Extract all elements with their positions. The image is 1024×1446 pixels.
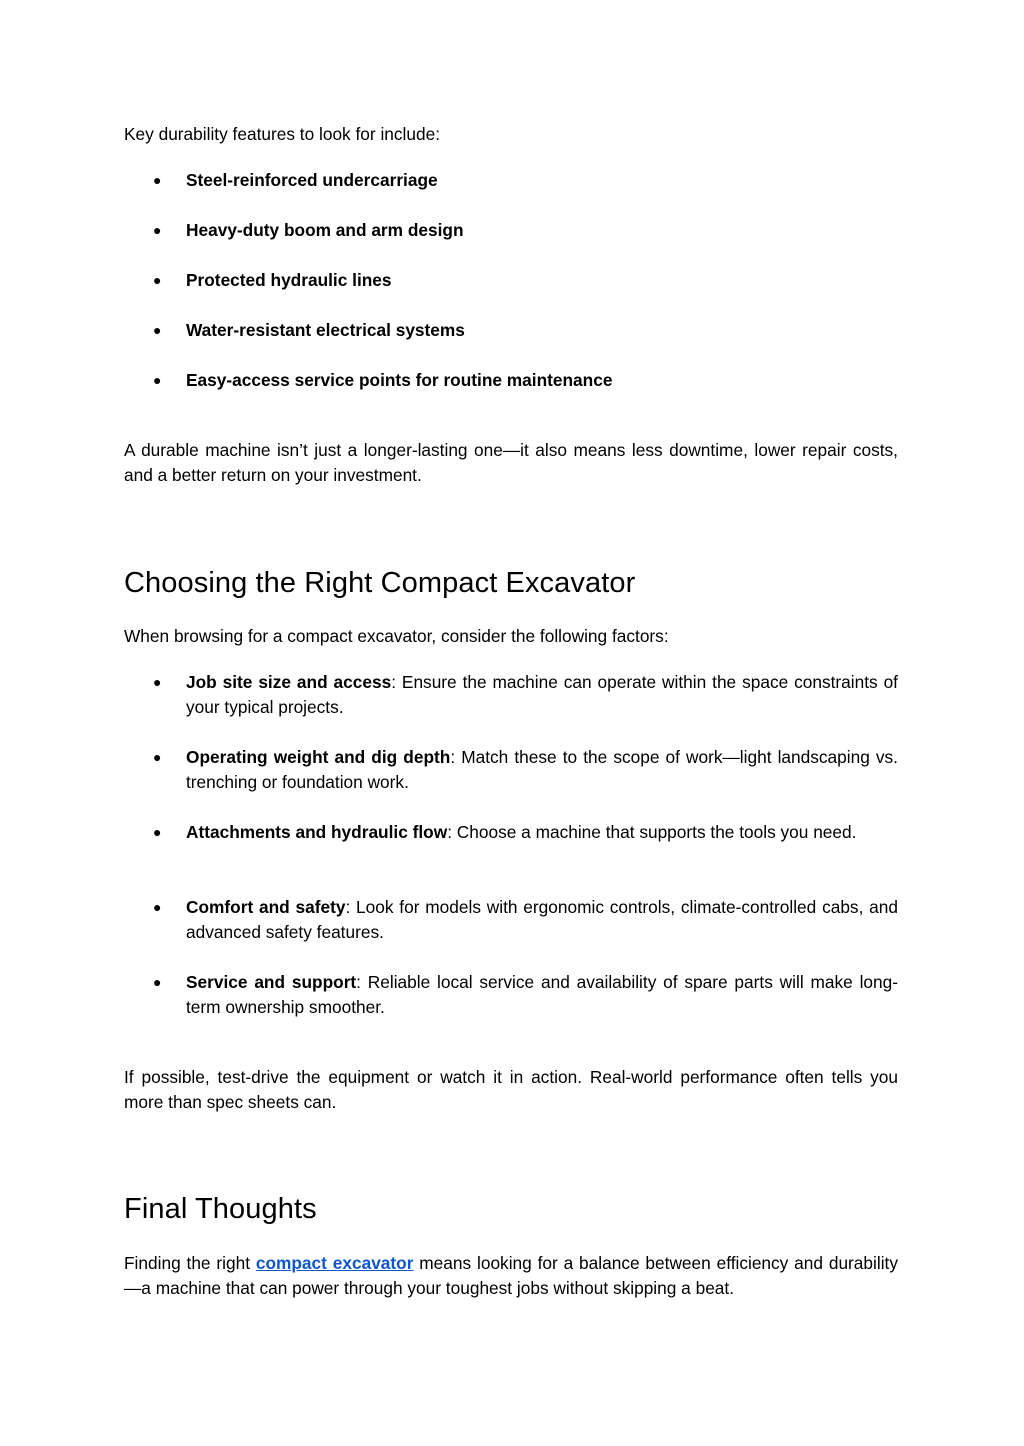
factor-term: Service and support (186, 972, 357, 992)
factor-term: Job site size and access (186, 672, 392, 692)
factor-term: Comfort and safety (186, 897, 346, 917)
factor-term: Operating weight and dig depth (186, 747, 451, 767)
bullet-icon: ● (153, 824, 162, 840)
durability-summary: A durable machine isn’t just a longer-lasting one—it also means less downtime, lower repair costs, and a better return on your investment. (124, 440, 898, 485)
bullet-icon: ● (153, 899, 162, 915)
bullet-icon: ● (153, 172, 162, 188)
feature-text: Easy-access service points for routine maintenance (186, 370, 613, 390)
factor-desc: : Look for models with ergonomic controls, climate-controlled cabs, and advanced safety features. (186, 897, 898, 942)
choosing-intro: When browsing for a compact excavator, consider the following factors: (124, 626, 669, 646)
bullet-icon: ● (153, 749, 162, 765)
section-heading-final: Final Thoughts (124, 1193, 317, 1225)
bullet-icon: ● (153, 322, 162, 338)
section-heading-choosing: Choosing the Right Compact Excavator (124, 567, 636, 599)
bullet-icon: ● (153, 372, 162, 388)
final-text-after: means looking for a balance between efficiency and durability—a machine that can power through your toughest jobs without skipping a beat. (124, 1253, 898, 1298)
bullet-icon: ● (153, 272, 162, 288)
feature-text: Protected hydraulic lines (186, 270, 392, 290)
choosing-closing: If possible, test-drive the equipment or watch it in action. Real-world performance often tells you more than spec sheets can. (124, 1067, 898, 1112)
feature-text: Heavy-duty boom and arm design (186, 220, 464, 240)
factor-desc: : Choose a machine that supports the tools you need. (447, 822, 857, 842)
bullet-icon: ● (153, 222, 162, 238)
factor-text (186, 670, 898, 720)
final-paragraph (124, 1251, 898, 1301)
bullet-icon: ● (153, 674, 162, 690)
feature-text: Steel-reinforced undercarriage (186, 170, 438, 190)
factor-term: Attachments and hydraulic flow (186, 822, 448, 842)
compact-excavator-link[interactable]: compact excavator (255, 1253, 414, 1273)
factor-desc: : Reliable local service and availability of spare parts will make long-term ownership smoother. (186, 972, 898, 1017)
factor-text (186, 895, 898, 945)
factor-text (186, 820, 898, 845)
factor-desc: : Ensure the machine can operate within the space constraints of your typical projects. (186, 672, 898, 717)
factor-desc: : Match these to the scope of work—light landscaping vs. trenching or foundation work. (186, 747, 898, 792)
durability-intro: Key durability features to look for include: (124, 124, 441, 144)
factor-text (186, 970, 898, 1020)
factor-text (186, 745, 898, 795)
final-text-before: Finding the right (124, 1253, 256, 1273)
bullet-icon: ● (153, 974, 162, 990)
feature-text: Water-resistant electrical systems (186, 320, 465, 340)
